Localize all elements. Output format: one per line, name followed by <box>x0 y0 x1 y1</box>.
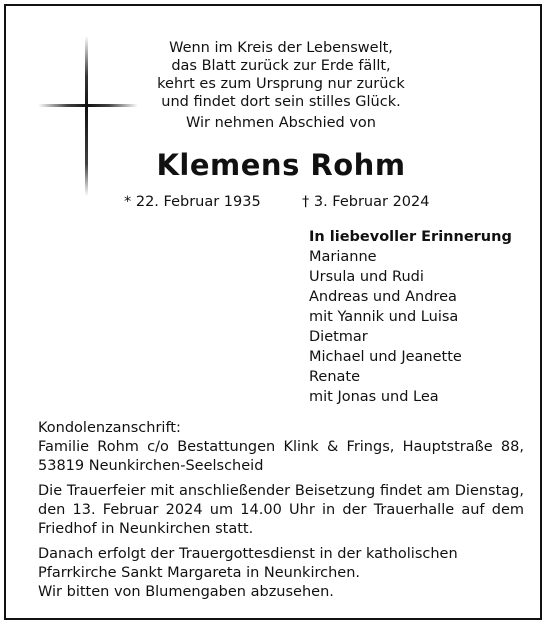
ceremony-line: den 13. Februar 2024 um 14.00 Uhr in der Trauerhalle auf dem <box>38 502 524 518</box>
ceremony-line: Die Trauerfeier mit anschließender Beisetzung findet am Dienstag, <box>38 483 524 499</box>
family-list <box>309 227 512 407</box>
ceremony-line: Friedhof in Neunkirchen statt. <box>38 521 254 537</box>
mass-line: Pfarrkirche Sankt Margareta in Neunkirchen. <box>38 565 360 581</box>
family-member: Michael und Jeanette <box>309 349 462 365</box>
poem <box>136 39 426 111</box>
family-member: mit Jonas und Lea <box>309 389 439 405</box>
family-member: Andreas und Andrea <box>309 289 457 305</box>
poem-line: Wenn im Kreis der Lebenswelt, <box>169 40 393 56</box>
family-member: Renate <box>309 369 361 385</box>
family-heading: In liebevoller Erinnerung <box>309 229 512 245</box>
condolence-address-line: 53819 Neunkirchen-Seelscheid <box>38 458 264 474</box>
family-member: mit Yannik und Luisa <box>309 309 459 325</box>
poem-line: kehrt es zum Ursprung nur zurück <box>157 76 405 92</box>
poem-line: das Blatt zurück zur Erde fällt, <box>171 58 391 74</box>
poem-line: und findet dort sein stilles Glück. <box>161 94 401 110</box>
deceased-name: Klemens Rohm <box>156 148 406 182</box>
family-member: Marianne <box>309 249 377 265</box>
family-member: Ursula und Rudi <box>309 269 424 285</box>
flowers-note: Wir bitten von Blumengaben abzusehen. <box>38 584 334 600</box>
condolence-label: Kondolenzanschrift: <box>38 420 181 436</box>
death-date: † 3. Februar 2024 <box>302 194 430 210</box>
mass-line: Danach erfolgt der Trauergottesdienst in der katholischen <box>38 546 458 562</box>
details-section <box>38 419 524 602</box>
farewell-text: Wir nehmen Abschied von <box>185 115 376 131</box>
obituary-frame <box>4 4 542 620</box>
condolence-address-line: Familie Rohm c/o Bestattungen Klink & Frings, Hauptstraße 88, <box>38 439 524 455</box>
birth-date: * 22. Februar 1935 <box>124 194 261 210</box>
family-member: Dietmar <box>309 329 368 345</box>
